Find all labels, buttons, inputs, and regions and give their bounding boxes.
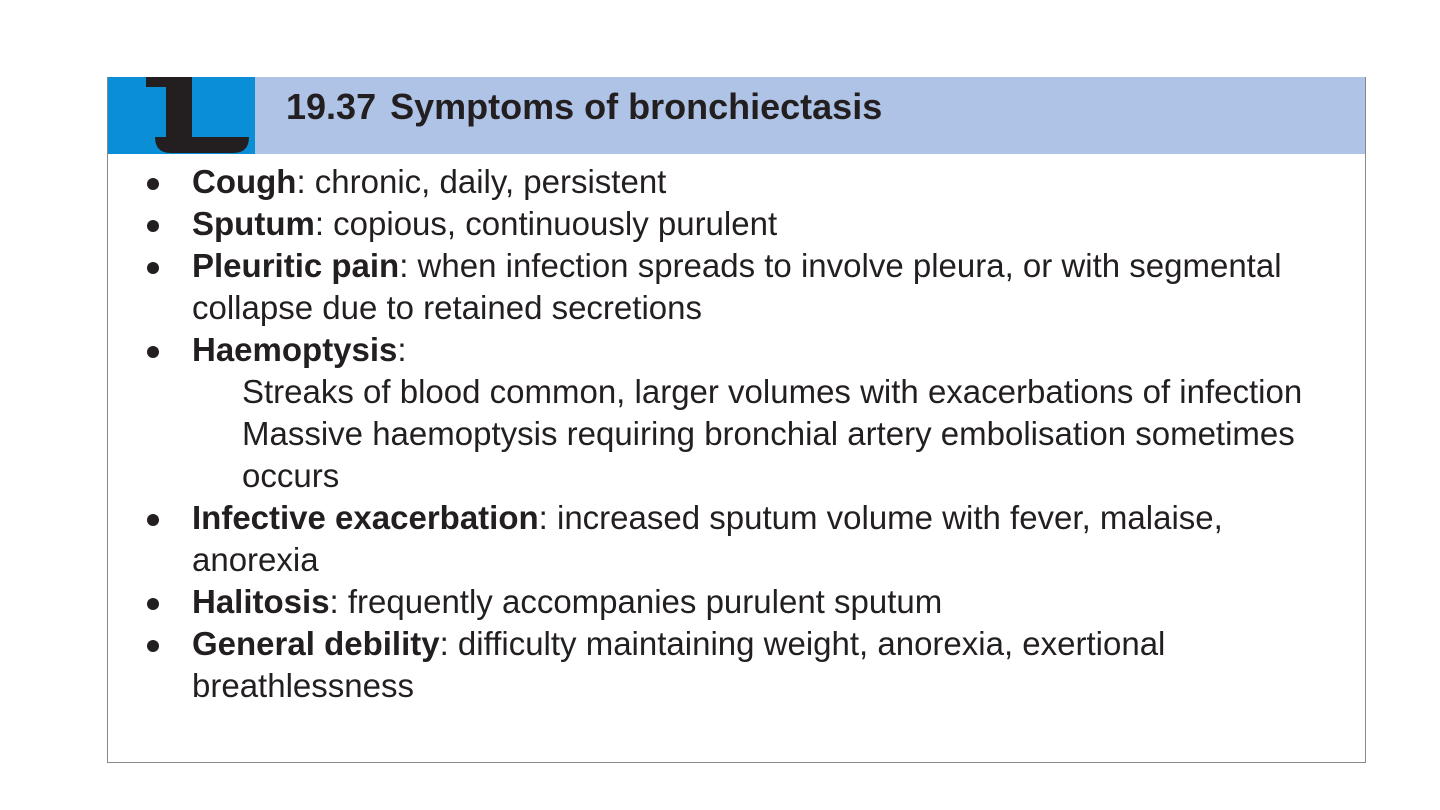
item-term: Haemoptysis: [192, 331, 398, 368]
item-text: : when infection spreads to involve pleura, or with segmental collapse due to retained secretions: [192, 247, 1282, 326]
info-box: [107, 77, 1366, 763]
bullet-icon: [147, 220, 159, 232]
bullet-icon: [147, 640, 159, 652]
box-title: [286, 81, 882, 133]
list-item: [108, 329, 1365, 497]
numeral-1-badge-icon: [108, 77, 255, 154]
item-term: Sputum: [192, 205, 315, 242]
list-item: [108, 623, 1365, 707]
bullet-icon: [147, 178, 159, 190]
item-term: Cough: [192, 163, 297, 200]
bullet-icon: [147, 598, 159, 610]
bullet-icon: [147, 514, 159, 526]
list-item: [108, 161, 1365, 203]
item-term: Infective exacerbation: [192, 499, 539, 536]
item-text: : chronic, daily, persistent: [296, 163, 667, 200]
item-text: : difficulty maintaining weight, anorexia, exertional breathlessness: [192, 625, 1166, 704]
bullet-icon: [147, 346, 159, 358]
item-text: :: [397, 331, 407, 368]
box-title-text: Symptoms of bronchiectasis: [390, 86, 883, 127]
list-item: [108, 581, 1365, 623]
symptom-list: [108, 161, 1365, 707]
bullet-icon: [147, 262, 159, 274]
item-term: Halitosis: [192, 583, 330, 620]
list-item: [108, 245, 1365, 329]
box-header: [108, 77, 1365, 154]
box-number: 19.37: [286, 86, 377, 127]
list-item: [108, 203, 1365, 245]
list-item: [108, 497, 1365, 581]
item-text: : increased sputum volume with fever, malaise, anorexia: [192, 499, 1223, 578]
item-term: General debility: [192, 625, 440, 662]
item-text: : copious, continuously purulent: [314, 205, 778, 242]
sub-item: Streaks of blood common, larger volumes with exacerbations of infection: [242, 373, 1303, 410]
sub-item: Massive haemoptysis requiring bronchial artery embolisation sometimes occurs: [242, 415, 1295, 494]
item-text: : frequently accompanies purulent sputum: [329, 583, 943, 620]
item-term: Pleuritic pain: [192, 247, 400, 284]
